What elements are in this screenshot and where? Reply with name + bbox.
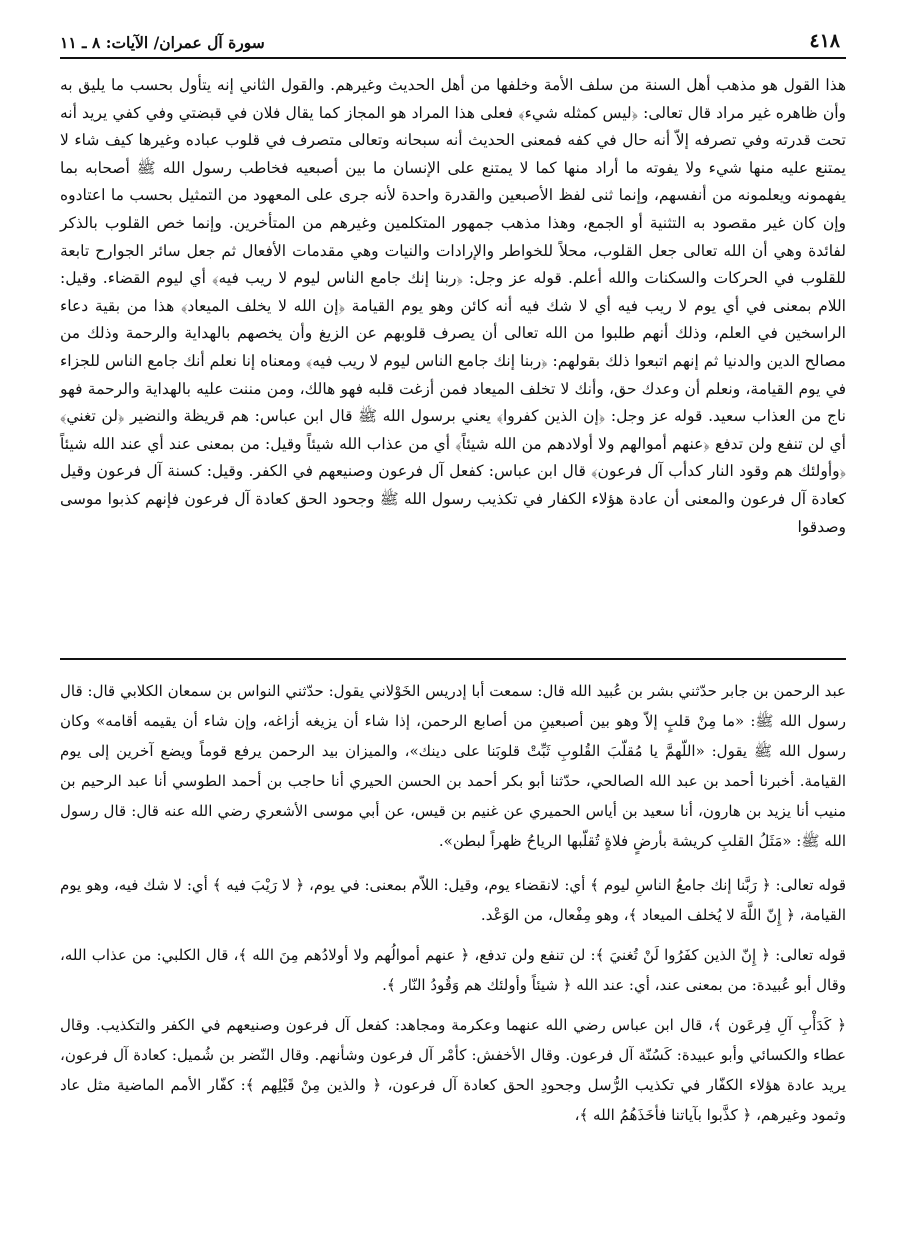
footnote-separator xyxy=(60,658,846,660)
footnote-paragraph: قوله تعالى: ﴿ رَبَّنا إنك جامعُ الناسِ ليوم ﴾ أي: لانقضاء يوم، وقيل: اللاّم بمعنى: في يوم، ﴿ لا رَيْبَ فيه ﴾ أي: لا شك فيه، وهو يوم القيامة، ﴿ إِنّ اللَّهَ لا يُخلف الميعاد ﴾، وهو مِفْعال، من الوَعْد. xyxy=(60,876,846,924)
page-number: ٤١٨ xyxy=(809,30,840,52)
footnote-section xyxy=(60,676,846,1140)
footnote-paragraph: عبد الرحمن بن جابر حدّثني بشر بن عُبيد الله قال: سمعت أبا إدريس الخَوْلاني يقول: حدّثني النواس بن سمعان الكلابي قال: قال رسول الله ﷺ: «ما مِنْ قلبٍ إلاّ وهو بين أصبعينِ من أصابع الرحمن، إذا شاء أن يزيغه أزاغه، وإن شاء أن يقيمه أقامه» وكان رسول الله ﷺ يقول: «اللّهمَّ يا مُقلّبَ القُلوبِ ثَبِّتْ قلوبَنا على دينك»، والميزان بيد الرحمن يرفع قوماً ويضع آخرين إلى يوم القيامة. أخبرنا أحمد بن عبد الله الصالحي، حدّثنا أبو بكر أحمد بن الحسن الحيري أنا حاجب بن أحمد الطوسي أنا عبد الرحيم بن منيب أنا يزيد بن هارون، أنا سعيد بن أياس الحميري عن غنيم بن قيس، عن أبي موسى الأشعري رضي الله عنه قال: قال رسول الله ﷺ: «مَثَلُ القلبِ كريشة بأرضٍ فلاةٍ تُقلّبها الرياحُ ظهراً لبطن». xyxy=(60,682,846,850)
header-rule xyxy=(60,57,846,59)
commentary-body: هذا القول هو مذهب أهل السنة من سلف الأمة وخلفها من أهل الحديث وغيرهم. والقول الثاني إنه يتأول بحسب ما يليق به وأن ظاهره غير مراد قال تعالى: ﴿ليس كمثله شيء﴾ فعلى هذا المراد هو المجاز كما يقال فلان في قبضتي وفي كفي يريد أنه تحت قدرته وفي تصرفه إلاّ أنه حال في كفه فمعنى الحديث أنه سبحانه وتعالى متصرف في قلوب عباده وغيرها كيف شاء لا يمتنع عليه منها شيء ولا يفوته ما أراد منها كما لا يمتنع على الإنسان ما بين أصبعيه فخاطب رسول الله ﷺ أصحابه بما يفهمونه ويعلمونه من أنفسهم، وإنما ثنى لفظ الأصبعين والقدرة واحدة لأنه جرى على المعهود من التمثيل بحسب ما اعتادوه وإن كان غير مقصود به التثنية أو الجمع، وهذا مذهب جمهور المتكلمين وغيرهم من المتأخرين. وإنما خص القلوب بالذكر لفائدة وهي أن الله تعالى جعل القلوب، محلاً للخواطر والإرادات والنيات وهي مقدمات الأفعال ثم جعل سائر الجوارح تابعة للقلوب في الحركات والسكنات والله أعلم. قوله عز وجل: ﴿ربنا إنك جامع الناس ليوم لا ريب فيه﴾ أي ليوم القضاء. وقيل: اللام بمعنى في أي يوم لا ريب فيه أي لا شك فيه أنه كائن وهو يوم القيامة ﴿إن الله لا يخلف الميعاد﴾ هذا من بقية دعاء الراسخين في العلم، وذلك أنهم طلبوا من الله تعالى أن يصرف قلوبهم عن الزيغ وأن يخصهم بالهداية والرحمة وذلك من مصالح الدين والدنيا ثم إنهم اتبعوا ذلك بقولهم: ﴿ربنا إنك جامع الناس ليوم لا ريب فيه﴾ ومعناه إنا نعلم أنك جامع الناس للجزاء في يوم القيامة، ونعلم أن وعدك حق، وأنك لا تخلف الميعاد فمن أزغت قلبه فهو هالك، ومن مننت عليه بالهداية والرحمة فهو ناج من العذاب سعيد. قوله عز وجل: ﴿إن الذين كفروا﴾ يعني برسول الله ﷺ قال ابن عباس: هم قريظة والنضير ﴿لن تغني﴾ أي لن تنفع ولن تدفع ﴿عنهم أموالهم ولا أولادهم من الله شيئاً﴾ أي من عذاب الله شيئاً وقيل: من بمعنى عند أي عند الله شيئاً ﴿وأولئك هم وقود النار كدأب آل فرعون﴾ قال ابن عباس: كفعل آل فرعون وصنيعهم في الكفر. وقيل: كسنة آل فرعون وقيل كعادة آل فرعون والمعنى أن عادة هؤلاء الكفار في تكذيب رسول الله ﷺ وجحود الحق كعادة آل فرعون فإنهم كذبوا موسى وصدقوا xyxy=(60,76,846,536)
footnote-paragraph: قوله تعالى: ﴿ إِنّ الذين كفَرُوا لَنْ تُغنيَ ﴾: لن تنفع ولن تدفع، ﴿ عنهم أموالُهم ولا أولادُهم مِنَ الله ﴾، قال الكلبي: من عذاب الله، وقال أبو عُبيدة: من بمعنى عند، أي: عند الله ﴿ شيئاً وأولئك هم وَقُودُ النّار ﴾. xyxy=(60,946,846,994)
page-header xyxy=(60,30,846,60)
footnote-paragraph: ﴿ كَدَأْبِ آلِ فِرعَون ﴾، قال ابن عباس رضي الله عنهما وعكرمة ومجاهد: كفعل آل فرعون وصنيعهم في الكفر والتكذيب. وقال عطاء والكسائي وأبو عبيدة: كَسُنّة آل فرعون. وقال الأخفش: كأمْر آل فرعون وشأنهم. وقال النّضر بن شُميل: كعادة آل فرعون، يريد عادة هؤلاء الكفّار في تكذيب الرُّسل وجحودِ الحق كعادة آل فرعون، ﴿ والذين مِنْ قَبْلِهم ﴾: كفّار الأمم الماضية مثل عاد وثمود وغيرهم، ﴿ كذَّبوا بآياتنا فأخَذَهُمُ الله ﴾، xyxy=(60,1016,846,1124)
running-title: سورة آل عمران/ الآيات: ٨ ـ ١١ xyxy=(60,33,265,52)
